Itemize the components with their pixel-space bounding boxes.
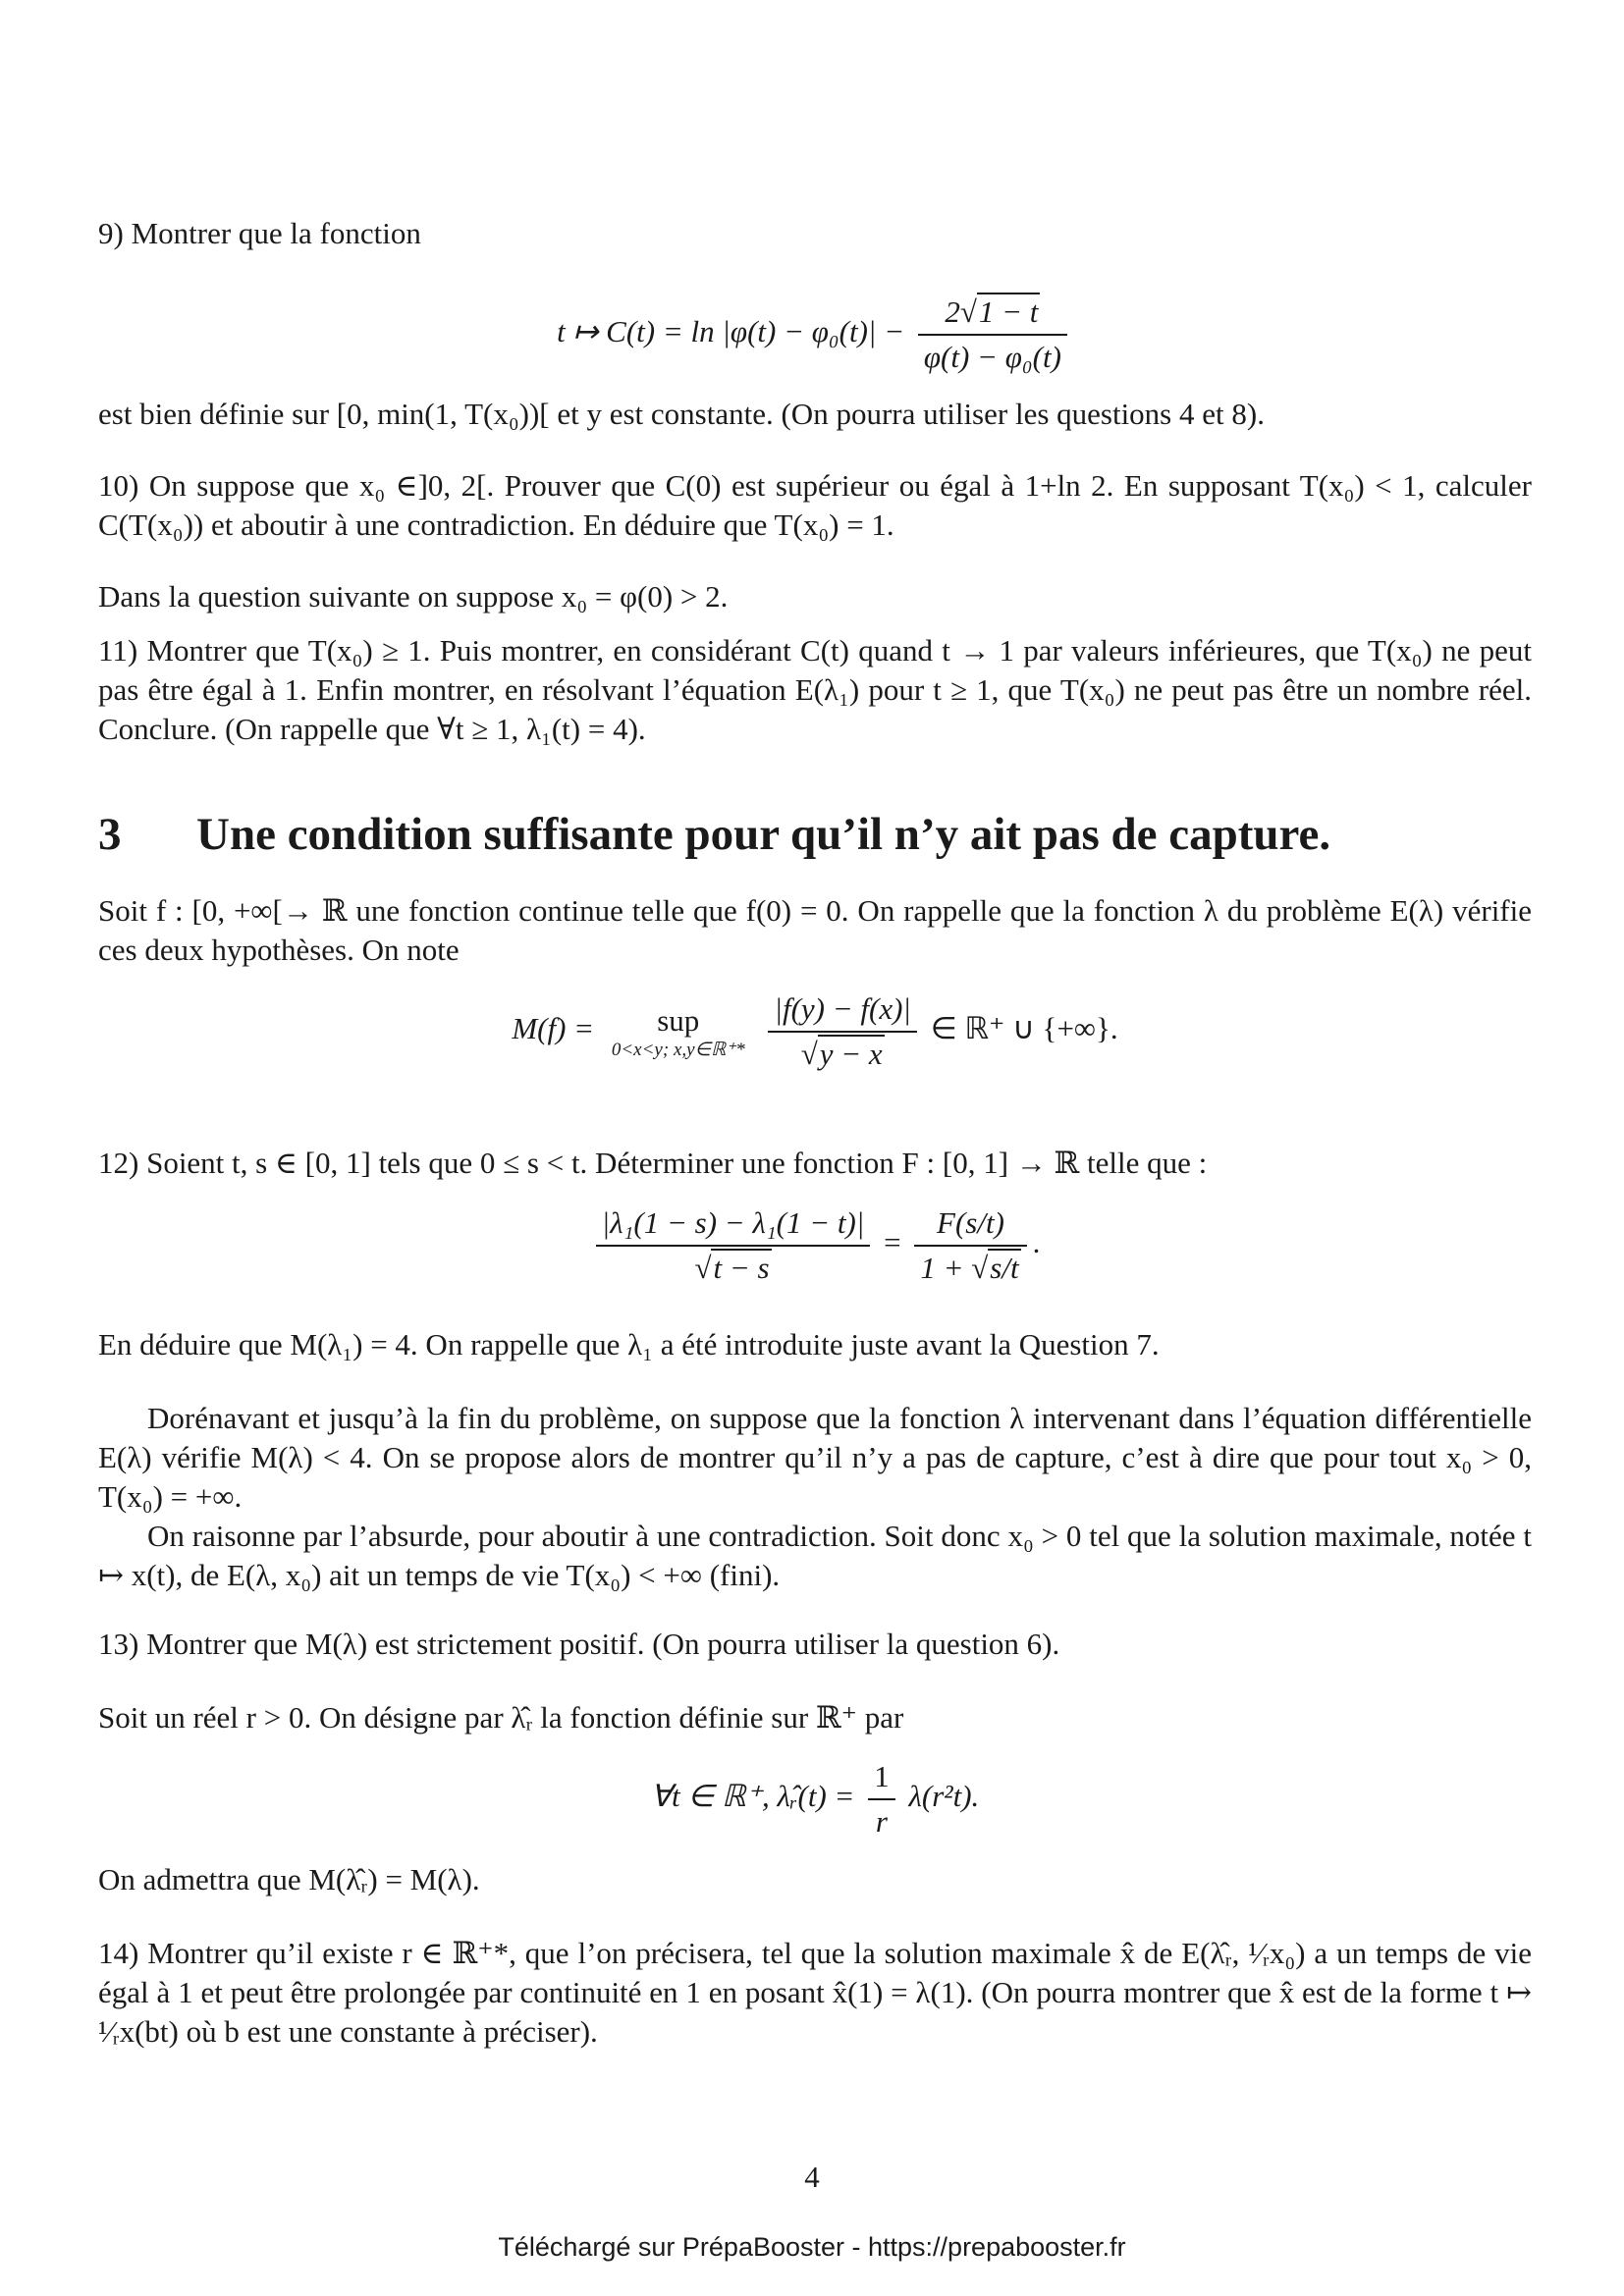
q12-rhs-denominator [914,1247,1026,1286]
q12-equals: = [884,1225,901,1260]
pre-q11-text: Dans la question suivante on suppose x₀ = φ(0) > 2. [98,579,729,614]
q10-text: 10) On suppose que x₀ ∈]0, 2[. Prouver que C(0) est supérieur ou égal à 1+ln 2. En supposant T(x₀) < 1, calculer C(T(x₀)) et aboutir à une contradiction. En déduire que T(x₀) = 1. [98,468,1532,542]
lambda-hat-admit: On admettra que M(λ̂ᵣ) = M(λ). [98,1862,480,1896]
lambda-hat-lhs: ∀t ∈ ℝ⁺, λ̂ᵣ(t) = [650,1779,855,1814]
q12-lhs-denominator [596,1247,871,1286]
sqrt-symbol: √ [971,1251,989,1285]
lambda-hat-fraction [868,1759,895,1840]
q12-lhs-numerator: |λ₁(1 − s) − λ₁(1 − t)| [596,1205,871,1247]
q12-text: 12) Soient t, s ∈ [0, 1] tels que 0 ≤ s < t. Déterminer une fonction F : [0, 1] → ℝ telle que : [98,1146,1208,1180]
footer-download-note: Téléchargé sur PrépaBooster - https://prepabooster.fr [498,2232,1126,2262]
mf-den-radicand: y − x [819,1037,883,1071]
mf-formula [98,991,1532,1072]
q9-formula-numerator [918,294,1067,336]
q9-formula-fraction [918,294,1067,375]
page-number: 4 [804,2160,820,2194]
q12-lhs-fraction [596,1205,871,1286]
sup-operator [612,1003,745,1061]
section-3-heading [98,807,1330,862]
paragraph-dorenavant: Dorénavant et jusqu’à la fin du problème, on suppose que la fonction λ intervenant dans l’équation différentielle E(λ) vérifie M(λ) < 4. On se propose alors de montrer qu’il n’y a pas de capture, c’est à dire que pour tout x₀ > 0, T(x₀) = +∞. [98,1401,1532,1514]
q12-after: En déduire que M(λ₁) = 4. On rappelle que λ₁ a été introduite juste avant la Question 7. [98,1327,1160,1362]
q9-formula-denominator: φ(t) − φ₀(t) [923,340,1061,374]
section-number: 3 [98,809,122,860]
q9-num-radicand: 1 − t [978,294,1039,329]
q12-rhs-fraction [914,1205,1026,1286]
sup-label: sup [657,1002,700,1038]
mf-numerator: |f(y) − f(x)| [768,991,917,1033]
lambda-hat-frac-den: r [875,1804,888,1839]
sqrt-symbol: √ [694,1251,712,1285]
q12-end: . [1032,1225,1041,1260]
q12-rhs-den-prefix: 1 + [920,1251,964,1285]
mf-denominator [768,1033,917,1072]
q12-rhs-numerator: F(s/t) [914,1205,1026,1247]
lambda-hat-rhs: λ(r²t). [908,1779,980,1814]
q9-formula-lhs: t ↦ C(t) = ln |φ(t) − φ₀(t)| − [557,314,905,349]
q14-text: 14) Montrer qu’il existe r ∈ ℝ⁺*, que l’on précisera, tel que la solution maximale x̂ de E(λ̂ᵣ, ¹⁄ᵣx₀) a un temps de vie égal à 1 et peut être prolongée par continuité en 1 en posant x̂(1) = λ(1). (On pourra montrer que x̂ est de la forme t ↦ ¹⁄ᵣx(bt) où b est une constante à préciser). [98,1936,1532,2049]
mf-fraction [768,991,917,1072]
q12-formula [98,1205,1532,1286]
q9-intro: 9) Montrer que la fonction [98,216,421,250]
lambda-hat-intro: Soit un réel r > 0. On désigne par λ̂ᵣ la fonction définie sur ℝ⁺ par [98,1700,904,1735]
sup-subscript: 0<x<y; x,y∈ℝ⁺* [611,1039,745,1060]
q13-text: 13) Montrer que M(λ) est strictement positif. (On pourra utiliser la question 6). [98,1627,1060,1661]
mf-rhs: ∈ ℝ⁺ ∪ {+∞}. [930,1011,1118,1046]
q12-rhs-den-radicand: s/t [990,1251,1019,1285]
sqrt-symbol: √ [800,1037,818,1071]
q9-formula [98,294,1532,375]
section-3-intro: Soit f : [0, +∞[→ ℝ une fonction continue telle que f(0) = 0. On rappelle que la fonction λ du problème E(λ) vérifie ces deux hypothèses. On note [98,893,1532,967]
q9-after: est bien définie sur [0, min(1, T(x₀))[ et y est constante. (On pourra utiliser les questions 4 et 8). [98,397,1265,431]
section-title: Une condition suffisante pour qu’il n’y ait pas de capture. [196,809,1331,860]
lambda-hat-formula [98,1759,1532,1840]
lambda-hat-frac-num: 1 [868,1759,895,1800]
q9-num-coef: 2 [945,294,960,329]
mf-lhs: M(f) = [512,1011,595,1046]
paragraph-absurde: On raisonne par l’absurde, pour aboutir à une contradiction. Soit donc x₀ > 0 tel que la solution maximale, notée t ↦ x(t), de E(λ, x₀) ait un temps de vie T(x₀) < +∞ (fini). [98,1519,1532,1592]
sqrt-symbol: √ [959,294,977,329]
q12-lhs-den-radicand: t − s [713,1251,770,1285]
q11-text: 11) Montrer que T(x₀) ≥ 1. Puis montrer, en considérant C(t) quand t → 1 par valeurs inférieures, que T(x₀) ne peut pas être égal à 1. Enfin montrer, en résolvant l’équation E(λ₁) pour t ≥ 1, que T(x₀) ne peut pas être un nombre réel. Conclure. (On rappelle que ∀t ≥ 1, λ₁(t) = 4). [98,633,1532,746]
